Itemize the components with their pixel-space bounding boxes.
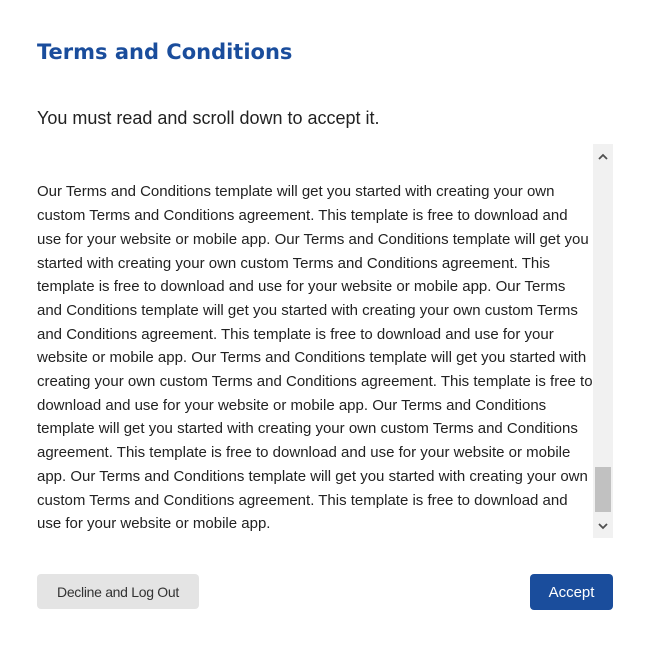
terms-scroll-area[interactable]	[37, 144, 613, 538]
scrollbar-thumb[interactable]	[595, 467, 611, 512]
vertical-scrollbar[interactable]	[593, 144, 613, 538]
chevron-down-icon[interactable]	[593, 516, 613, 536]
instruction-text: You must read and scroll down to accept it.	[37, 108, 380, 128]
decline-logout-button[interactable]: Decline and Log Out	[37, 574, 199, 609]
accept-button[interactable]: Accept	[530, 574, 613, 610]
terms-text: Our Terms and Conditions template will get you started with creating your own custom Terms and Conditions agreement. This template is free to download and use for your website or mobile app. Our Terms and Conditions template will get you started with creating your own custom Terms and Conditions agreement. This template is free to download and use for your website or mobile app. Our Terms and Conditions template will get you started with creating your own custom Terms and Conditions agreement. This template is free to download and use for your website or mobile app. Our Terms and Conditions template will get you started with creating your own custom Terms and Conditions agreement. This template is free to download and use for your website or mobile app. Our Terms and Conditions template will get you started with creating your own custom Terms and Conditions agreement. This template is free to download and use for your website or mobile app. Our Terms and Conditions template will get you started with creating your own custom Terms and Conditions agreement. This template is free to download and use for your website or mobile app.	[37, 183, 593, 533]
terms-text-viewport	[37, 144, 593, 538]
dialog-title: Terms and Conditions	[37, 40, 293, 64]
chevron-up-icon[interactable]	[593, 146, 613, 166]
